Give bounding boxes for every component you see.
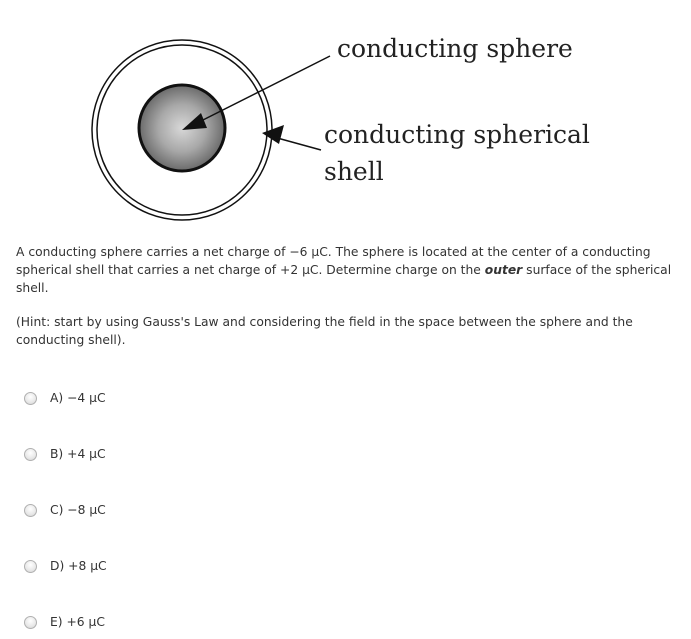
option-e[interactable]	[24, 612, 105, 632]
radio-button-e[interactable]	[24, 616, 37, 629]
option-a[interactable]	[24, 388, 106, 408]
option-e-label[interactable]: E) +6 μC	[50, 615, 105, 629]
option-d-label[interactable]: D) +8 μC	[50, 559, 107, 573]
option-c-label[interactable]: C) −8 μC	[50, 503, 106, 517]
question-emphasis-outer: outer	[484, 263, 523, 277]
label-conducting-shell-line1: conducting spherical	[324, 120, 590, 149]
radio-button-d[interactable]	[24, 560, 37, 573]
question-text-part1: A conducting sphere carries a net charge of −6 μC. The sphere is located at the center of a conducting spherical shell that carries a net charge of +2 μC. Determine charge on the	[16, 245, 651, 277]
sphere-arrow-line	[195, 56, 330, 124]
label-conducting-shell-line2: shell	[324, 157, 384, 186]
radio-button-c[interactable]	[24, 504, 37, 517]
shell-arrow-head	[262, 125, 284, 144]
question-text	[16, 243, 676, 365]
conducting-sphere-diagram	[58, 12, 629, 227]
inner-sphere	[139, 85, 225, 171]
hint-paragraph: (Hint: start by using Gauss's Law and considering the field in the space between the sphere and the conducting shell).	[16, 315, 633, 347]
diagram-svg	[58, 12, 629, 227]
radio-button-a[interactable]	[24, 392, 37, 405]
option-d[interactable]	[24, 556, 107, 576]
option-c[interactable]	[24, 500, 106, 520]
label-conducting-sphere: conducting sphere	[337, 34, 573, 63]
radio-button-b[interactable]	[24, 448, 37, 461]
question-text-part2: surface of the spherical shell.	[16, 263, 672, 295]
question-paragraph	[16, 243, 676, 297]
option-b[interactable]	[24, 444, 106, 464]
option-b-label[interactable]: B) +4 μC	[50, 447, 106, 461]
option-a-label[interactable]: A) −4 μC	[50, 391, 106, 405]
